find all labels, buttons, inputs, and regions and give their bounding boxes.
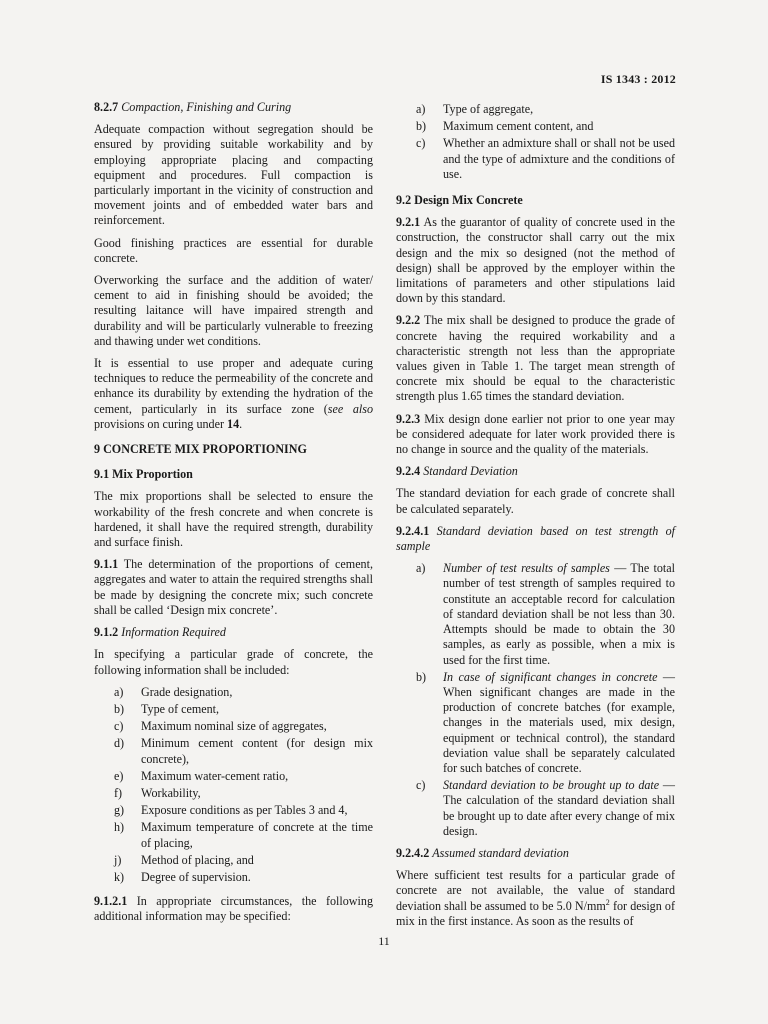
list-text bbox=[443, 670, 675, 776]
heading-9-1: 9.1 Mix Proportion bbox=[94, 467, 193, 482]
section-number: 9.2.4 bbox=[396, 464, 421, 479]
paragraph bbox=[396, 215, 675, 306]
section-title: Assumed standard deviation bbox=[432, 845, 569, 860]
right-column bbox=[396, 100, 675, 936]
section-number: 9.2.3 bbox=[396, 411, 421, 426]
section-number: 9.2.4.1 bbox=[396, 523, 430, 538]
paragraph: Adequate compaction without segregation should be ensured by providing suitable workability and by employing appropriate placing and compacting equipment and procedures. Full compaction is particularly important in the vicinity of construction and movement joints and of embedded water bars and reinforcement. bbox=[94, 122, 373, 228]
list-text: Method of placing, and bbox=[141, 852, 254, 867]
paragraph: Overworking the surface and the addition of water/ cement to aid in finishing should be avoided; the resulting laitance will have impaired strength and durability and will be particularly vulnerable to freezing and thawing under wet conditions. bbox=[94, 273, 373, 348]
list-marker: d) bbox=[114, 736, 125, 751]
paragraph bbox=[396, 412, 675, 458]
list-marker: c) bbox=[416, 778, 426, 793]
text-run: — When significant changes are made in the production of concrete batches (for example, changes in the materials used, mix design, equipment or technical control), the standard deviation value shall be separately calculated for such batches of concrete. bbox=[443, 669, 675, 775]
list-marker: e) bbox=[114, 768, 124, 783]
text-run: . bbox=[239, 416, 243, 431]
list-item bbox=[94, 786, 373, 801]
paragraph: Good finishing practices are essential for durable concrete. bbox=[94, 235, 373, 265]
information-list bbox=[94, 685, 373, 885]
text-run: It is essential to use proper and adequate curing techniques to reduce the permeability of the concrete and enhance its durability by extending the hydration of the cement, particularly in its surface zone ( bbox=[94, 356, 373, 416]
paragraph: The standard deviation for each grade of concrete shall be calculated separately. bbox=[396, 486, 675, 516]
list-text: Maximum temperature of concrete at the time of placing, bbox=[141, 820, 373, 850]
item-lead: Number of test results of samples bbox=[443, 561, 610, 576]
list-item bbox=[94, 719, 373, 734]
text-run: The mix shall be designed to produce the grade of concrete having the required workability and a characteristic strength not less than the appropriate values given in Table 1. The target mean strength of concrete mix should be equal to the characteristic strength plus 1.65 times the standard deviation. bbox=[396, 313, 675, 404]
text-run: — The calculation of the standard deviation shall be brought up to date after every change of mix design. bbox=[443, 778, 675, 838]
paragraph bbox=[94, 894, 373, 924]
list-marker: j) bbox=[114, 852, 122, 867]
list-item bbox=[94, 736, 373, 766]
list-item bbox=[396, 778, 675, 839]
additional-info-list bbox=[396, 102, 675, 182]
text-run: provisions on curing under bbox=[94, 416, 228, 431]
section-number: 9.2.1 bbox=[396, 215, 421, 230]
list-marker: h) bbox=[114, 820, 125, 835]
list-marker: b) bbox=[416, 119, 427, 134]
section-title: Standard Deviation bbox=[423, 464, 518, 479]
list-text: Minimum cement content (for design mix concrete), bbox=[141, 736, 373, 766]
item-lead: Standard deviation to be brought up to date bbox=[443, 778, 660, 793]
list-marker: b) bbox=[114, 701, 125, 716]
section-number: 9.1.2.1 bbox=[94, 894, 128, 909]
list-text: Type of cement, bbox=[141, 701, 220, 716]
list-text: Whether an admixture shall or shall not be used and the type of admixture and the conditions of use. bbox=[443, 136, 675, 181]
list-marker: a) bbox=[416, 561, 426, 576]
list-item bbox=[396, 561, 675, 667]
list-item bbox=[94, 853, 373, 868]
list-text: Exposure conditions as per Tables 3 and 4, bbox=[141, 803, 348, 818]
heading-9-2-4 bbox=[396, 464, 675, 479]
list-item bbox=[94, 769, 373, 784]
text-run: for design of mix in the first instance. As soon as the results of bbox=[396, 898, 675, 928]
left-column bbox=[94, 100, 373, 932]
item-lead: In case of significant changes in concrete bbox=[443, 669, 658, 684]
section-title: Information Required bbox=[121, 625, 226, 640]
list-item bbox=[94, 685, 373, 700]
paragraph bbox=[396, 868, 675, 929]
section-title: Standard deviation based on test strength of sample bbox=[396, 523, 675, 554]
list-marker: c) bbox=[416, 136, 426, 151]
list-text bbox=[443, 778, 675, 839]
list-text: Type of aggregate, bbox=[443, 102, 534, 116]
list-text: Degree of supervision. bbox=[141, 869, 251, 884]
text-run: Mix design done earlier not prior to one year may be considered adequate for later work provided there is no change in source and the quality of the materials. bbox=[396, 411, 675, 457]
heading-8-2-7 bbox=[94, 100, 373, 115]
list-item bbox=[94, 803, 373, 818]
list-text: Maximum cement content, and bbox=[443, 119, 594, 134]
heading-9: 9 CONCRETE MIX PROPORTIONING bbox=[94, 442, 307, 457]
section-number: 9.1.1 bbox=[94, 557, 119, 572]
list-item bbox=[94, 702, 373, 717]
heading-9-2: 9.2 Design Mix Concrete bbox=[396, 193, 523, 208]
list-item bbox=[396, 102, 675, 117]
paragraph bbox=[94, 356, 373, 432]
list-text: Maximum nominal size of aggregates, bbox=[141, 719, 327, 734]
heading-9-1-2 bbox=[94, 625, 373, 640]
text-run: As the guarantor of quality of concrete used in the construction, the constructor shall carry out the mix design and the mix so designed (not the method of design) shall be approved by the employer within the limitations of parameters and other stipulations laid down by this standard. bbox=[396, 215, 675, 306]
list-item bbox=[396, 119, 675, 134]
section-number: 9.2.4.2 bbox=[396, 845, 430, 860]
text-run: In appropriate circumstances, the following additional information may be specified: bbox=[94, 894, 373, 924]
paragraph: In specifying a particular grade of concrete, the following information shall be included: bbox=[94, 647, 373, 677]
document-id: IS 1343 : 2012 bbox=[600, 72, 676, 86]
list-text bbox=[443, 561, 675, 667]
list-marker: a) bbox=[114, 684, 124, 699]
page-number: 11 bbox=[378, 934, 390, 948]
paragraph: The mix proportions shall be selected to ensure the workability of the fresh concrete and when concrete is hardened, it shall have the required strength, durability and surface finish. bbox=[94, 489, 373, 550]
standard-deviation-list bbox=[396, 561, 675, 839]
list-text: Grade designation, bbox=[141, 684, 233, 699]
text-run: — The total number of test strength of samples required to constitute an acceptable record for calculation of standard deviation shall be not less than 30. Attempts should be made to obtain the 30 samples, as early as possible, when a mix is used for the first time. bbox=[443, 561, 676, 667]
list-item bbox=[396, 136, 675, 182]
list-marker: f) bbox=[114, 785, 123, 800]
see-also: see also bbox=[327, 401, 373, 416]
paragraph bbox=[94, 557, 373, 618]
list-text: Maximum water-cement ratio, bbox=[141, 768, 289, 783]
list-marker: g) bbox=[114, 803, 125, 818]
list-marker: k) bbox=[114, 869, 125, 884]
section-number: 9.1.2 bbox=[94, 625, 119, 640]
list-marker: b) bbox=[416, 669, 427, 684]
list-item bbox=[94, 870, 373, 885]
text-run: Where sufficient test results for a particular grade of concrete are not available, the value of standard deviation shall be assumed to be 5.0 N/mm bbox=[396, 868, 675, 913]
list-text: Workability, bbox=[141, 785, 201, 800]
list-item bbox=[396, 670, 675, 776]
list-marker: a) bbox=[416, 102, 426, 116]
heading-9-2-4-1 bbox=[396, 524, 675, 554]
list-item bbox=[94, 820, 373, 850]
paragraph bbox=[396, 313, 675, 404]
section-title: Compaction, Finishing and Curing bbox=[121, 100, 292, 114]
clause-reference: 14 bbox=[227, 416, 240, 431]
heading-9-2-4-2 bbox=[396, 846, 675, 861]
list-marker: c) bbox=[114, 719, 124, 734]
superscript: 2 bbox=[605, 897, 610, 907]
text-run: The determination of the proportions of cement, aggregates and water to attain the required strengths shall be made by designing the concrete mix; such concrete shall be called ‘Design mix concrete’. bbox=[94, 557, 373, 617]
section-number: 9.2.2 bbox=[396, 313, 421, 328]
section-number: 8.2.7 bbox=[94, 100, 119, 114]
